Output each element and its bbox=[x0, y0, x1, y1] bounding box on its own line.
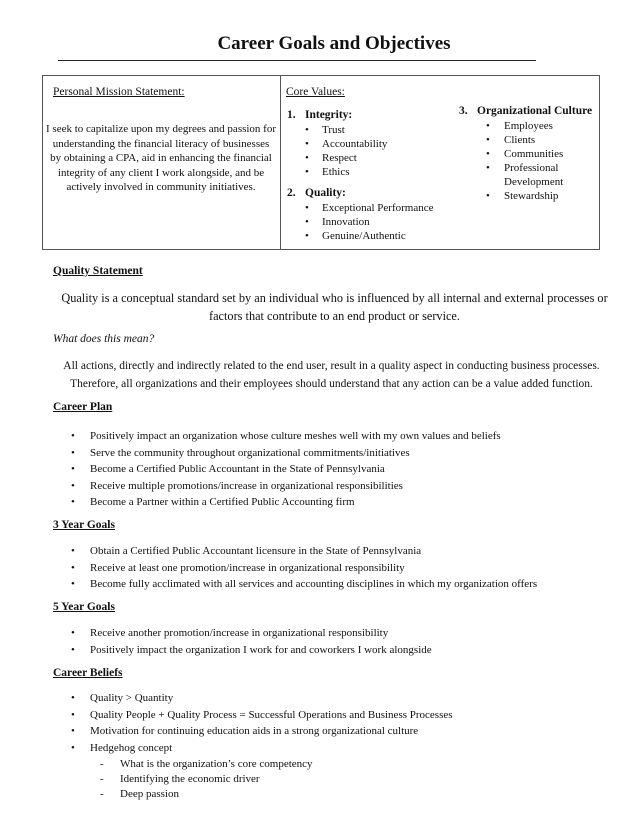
core-group-integrity bbox=[287, 109, 467, 123]
quality-answer: All actions, directly and indirectly related to the end user, result in a quality aspect in conducting business processes. Therefore, all organizations and their employees should understand that any action can be a value added function. bbox=[63, 360, 600, 390]
integrity-list bbox=[287, 123, 467, 179]
title-rule bbox=[58, 60, 536, 61]
list-item: • Serve the community throughout organizational commitments/initiatives bbox=[71, 445, 611, 462]
mission-values-table bbox=[42, 75, 600, 250]
list-item: • Clients bbox=[459, 133, 599, 147]
list-item: • Innovation bbox=[287, 215, 467, 229]
list-item: - Deep passion bbox=[100, 787, 313, 802]
list-item: • Accountability bbox=[287, 137, 467, 151]
page-title: Career Goals and Objectives bbox=[217, 33, 451, 54]
core-group-number: 1. bbox=[287, 109, 296, 121]
list-item: • Stewardship bbox=[459, 189, 599, 203]
core-group-title: Organizational Culture bbox=[477, 105, 593, 117]
quality-question: What does this mean? bbox=[53, 333, 155, 345]
list-item: • Respect bbox=[287, 151, 467, 165]
core-values-column-2 bbox=[459, 105, 599, 203]
list-item: - What is the organization’s core competency bbox=[100, 757, 313, 772]
core-group-culture bbox=[459, 105, 599, 119]
list-item: • Professional Development bbox=[459, 161, 574, 189]
table-divider bbox=[280, 76, 281, 249]
core-values-column-1 bbox=[287, 109, 467, 243]
three-year-goals-list bbox=[71, 543, 611, 593]
list-item: • Communities bbox=[459, 147, 599, 161]
mission-text: I seek to capitalize upon my degrees and passion for understanding the financial literacy of businesses by obtaining a CPA, aid in enhancing the financial integrity of any client I work alongside, and be actively involved in community initiatives. bbox=[46, 123, 277, 193]
core-group-quality bbox=[287, 187, 467, 201]
list-item: • Obtain a Certified Public Accountant licensure in the State of Pennsylvania bbox=[71, 543, 611, 560]
list-item: • Quality > Quantity bbox=[71, 690, 611, 707]
core-group-number: 2. bbox=[287, 187, 296, 199]
five-year-goals-heading: 5 Year Goals bbox=[53, 601, 115, 613]
list-item: • Become fully acclimated with all services and accounting disciplines in which my organization offers bbox=[71, 576, 611, 593]
core-group-title: Integrity: bbox=[305, 109, 353, 121]
list-item: • Ethics bbox=[287, 165, 467, 179]
list-item: • Hedgehog concept bbox=[71, 740, 611, 757]
list-item: • Receive multiple promotions/increase in organizational responsibilities bbox=[71, 478, 611, 495]
list-item: • Employees bbox=[459, 119, 599, 133]
list-item: • Receive another promotion/increase in organizational responsibility bbox=[71, 625, 611, 642]
career-plan-heading: Career Plan bbox=[53, 401, 113, 413]
core-group-title: Quality: bbox=[305, 187, 346, 199]
three-year-goals-heading: 3 Year Goals bbox=[53, 519, 115, 531]
list-item: • Quality People + Quality Process = Successful Operations and Business Processes bbox=[71, 707, 611, 724]
career-beliefs-list bbox=[71, 690, 611, 756]
quality-statement-text: Quality is a conceptual standard set by an individual who is influenced by all internal and external processes or factors that contribute to an end product or service. bbox=[61, 291, 608, 323]
list-item: • Become a Certified Public Accountant in the State of Pennsylvania bbox=[71, 461, 611, 478]
list-item: • Exceptional Performance bbox=[287, 201, 467, 215]
list-item: • Genuine/Authentic bbox=[287, 229, 467, 243]
quality-list bbox=[287, 201, 467, 243]
culture-list bbox=[459, 119, 599, 203]
hedgehog-list bbox=[91, 757, 313, 802]
list-item: • Become a Partner within a Certified Public Accounting firm bbox=[71, 494, 611, 511]
mission-label: Personal Mission Statement: bbox=[53, 86, 185, 98]
quality-statement-heading: Quality Statement bbox=[53, 265, 143, 277]
list-item: • Motivation for continuing education aids in a strong organizational culture bbox=[71, 723, 611, 740]
list-item: - Identifying the economic driver bbox=[100, 772, 313, 787]
career-plan-list bbox=[71, 428, 611, 511]
career-beliefs-heading: Career Beliefs bbox=[53, 667, 123, 679]
list-item: • Trust bbox=[287, 123, 467, 137]
core-group-number: 3. bbox=[459, 105, 468, 117]
list-item: • Positively impact the organization I work for and coworkers I work alongside bbox=[71, 642, 611, 659]
list-item: • Positively impact an organization whose culture meshes well with my own values and beliefs bbox=[71, 428, 611, 445]
five-year-goals-list bbox=[71, 625, 611, 658]
list-item: • Receive at least one promotion/increase in organizational responsibility bbox=[71, 560, 611, 577]
core-values-label: Core Values: bbox=[286, 86, 345, 98]
